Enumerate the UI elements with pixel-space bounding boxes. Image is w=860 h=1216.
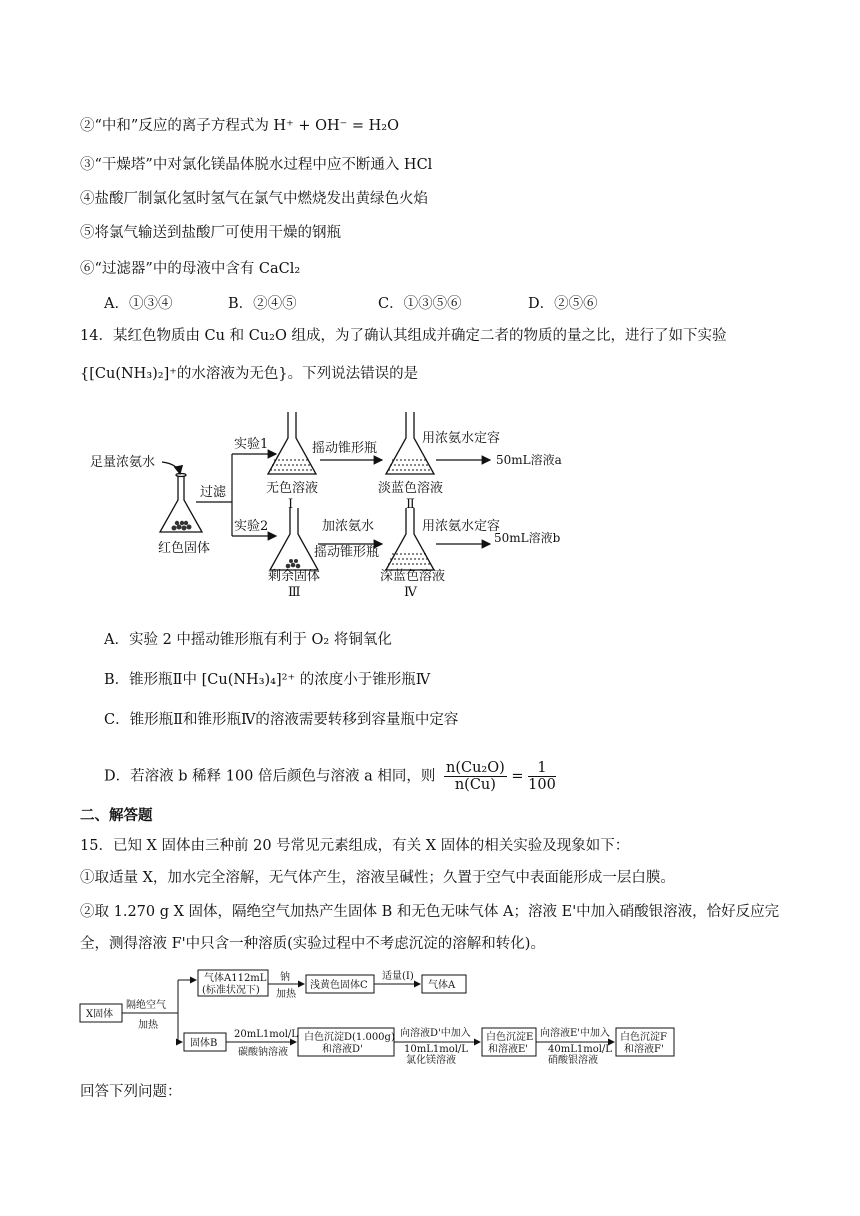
flask2-label: 淡蓝色溶液 (378, 481, 444, 496)
q14-option-b: B．锥形瓶Ⅱ中 [Cu(NH₃)₄]²⁺ 的浓度小于锥形瓶Ⅳ (104, 672, 431, 688)
complex-ion: [Cu(NH₃)₂]⁺ (89, 366, 177, 382)
flask2-num: Ⅱ (406, 497, 415, 512)
flow-r3a: 向溶液E'中加入 (540, 1028, 611, 1039)
dilute1-label: 用浓氨水定容 (422, 431, 501, 446)
shake-label: 摇动锥形瓶 (312, 441, 378, 456)
q13-item-5: ⑤将氯气输送到盐酸厂可使用干燥的钢瓶 (80, 225, 341, 241)
q13-item-6: ⑥“过滤器”中的母液中含有 CaCl₂ (80, 261, 301, 277)
out1-label: 50mL溶液a (496, 453, 562, 467)
flow-d2: 和溶液D' (322, 1044, 363, 1055)
flow-e1: 白色沉淀E (486, 1032, 534, 1043)
q13-option-d: D．②⑤⑥ (528, 296, 598, 312)
flask4-num: Ⅳ (404, 585, 417, 600)
flow-r1b: 碳酸钠溶液 (238, 1047, 288, 1058)
flask-4 (386, 508, 434, 570)
flow-r3b: 40mL1mol/L (548, 1044, 612, 1055)
q14-option-d: D．若溶液 b 稀释 100 倍后颜色与溶液 a 相同，则 $\frac{\text{n(Cu₂O)}}{n(Cu)}$ = $\frac{1}{100}$ (104, 760, 556, 793)
q13-option-a: A．①③④ (104, 296, 173, 312)
q15-item-2a: ②取 1.270 g X 固体，隔绝空气加热产生固体 B 和无色无味气体 A；溶液 E'中加入硝酸银溶液，恰好反应完 (80, 904, 780, 920)
q14-option-c: C．锥形瓶Ⅱ和锥形瓶Ⅳ的溶液需要转移到容量瓶中定容 (104, 712, 459, 728)
exp1-label: 实验1 (234, 437, 269, 452)
flask1-label: 无色溶液 (266, 481, 319, 496)
q15-ask: 回答下列问题： (80, 1084, 182, 1100)
filter-label: 过滤 (200, 485, 227, 500)
q14-option-a: A．实验 2 中摇动锥形瓶有利于 O₂ 将铜氧化 (104, 632, 392, 648)
solid-label: 红色固体 (158, 541, 211, 556)
flow-shiliang: 适量(I) (382, 971, 414, 982)
option-d-ratio: $\frac{1}{100}$ (528, 760, 556, 793)
q13-item-2: ②“中和”反应的离子方程式为 H⁺ + OH⁻ = H₂O (80, 118, 399, 134)
flow-e2: 和溶液E' (488, 1044, 529, 1055)
flow-d1: 白色沉淀D(1.000g) (304, 1032, 395, 1043)
option-d-fraction: $\frac{\text{n(Cu₂O)}}{n(Cu)}$ (446, 760, 505, 793)
flask-3 (270, 508, 318, 570)
flow-x: X固体 (86, 1009, 114, 1020)
flow-r2c: 氯化镁溶液 (406, 1055, 456, 1066)
q14-experiment-diagram (80, 404, 600, 604)
flow-r2b: 10mL1mol/L (404, 1044, 468, 1055)
section-heading: 二、解答题 (80, 807, 153, 824)
shake2-label: 摇动锥形瓶 (314, 545, 380, 560)
q13-item-4: ④盐酸厂制氯化氢时氢气在氯气中燃烧发出黄绿色火焰 (80, 191, 428, 207)
out2-label: 50mL溶液b (494, 531, 561, 545)
q13-item-3: ③“干燥塔”中对氯化镁晶体脱水过程中应不断通入 HCl (80, 157, 433, 173)
flask1-num: Ⅰ (288, 497, 294, 512)
dilute2-label: 用浓氨水定容 (422, 519, 501, 534)
reagent-label: 足量浓氨水 (90, 455, 156, 470)
flow-gasA: 气体A (428, 980, 456, 991)
flow-gasA1: 气体A112mL (204, 973, 267, 984)
add-ammonia-label: 加浓氨水 (322, 519, 375, 534)
flow-na: 钠 (280, 972, 290, 983)
q15-item-1: ①取适量 X，加水完全溶解，无气体产生，溶液呈碱性；久置于空气中表面能形成一层白膜。 (80, 870, 675, 886)
q14-stem-line1: 14．某红色物质由 Cu 和 Cu₂O 组成，为了确认其组成并确定二者的物质的量之比，进行了如下实验 (80, 328, 727, 344)
flask4-label: 深蓝色溶液 (380, 569, 446, 584)
flow-heat2: 加热 (138, 1020, 158, 1031)
flow-r3c: 硝酸银溶液 (548, 1055, 598, 1066)
flask3-num: Ⅲ (288, 585, 301, 600)
flow-jiare: 加热 (276, 989, 296, 1000)
flow-heat1: 隔绝空气 (126, 1000, 166, 1011)
flow-f2: 和溶液F' (624, 1044, 664, 1055)
flow-c: 浅黄色固体C (310, 980, 368, 991)
exp2-label: 实验2 (234, 519, 269, 534)
q13-option-c: C．①③⑤⑥ (378, 296, 462, 312)
q15-flow-diagram (78, 966, 678, 1066)
q13-option-b: B．②④⑤ (228, 296, 297, 312)
flow-f1: 白色沉淀F (620, 1032, 667, 1043)
flask3-label: 剩余固体 (268, 569, 321, 584)
flow-gasA2: (标准状况下) (202, 985, 260, 996)
q14-stem-line2: {[Cu(NH₃)₂]⁺的水溶液为无色}。下列说法错误的是 (80, 366, 419, 382)
flow-b: 固体B (190, 1038, 218, 1049)
q15-stem: 15．已知 X 固体由三种前 20 号常见元素组成，有关 X 固体的相关实验及现象如下： (80, 838, 630, 854)
q15-item-2b: 全，测得溶液 F'中只含一种溶质(实验过程中不考虑沉淀的溶解和转化)。 (80, 936, 545, 952)
flow-r2a: 向溶液D'中加入 (400, 1028, 471, 1039)
flow-r1a: 20mL1mol/L (234, 1029, 298, 1040)
